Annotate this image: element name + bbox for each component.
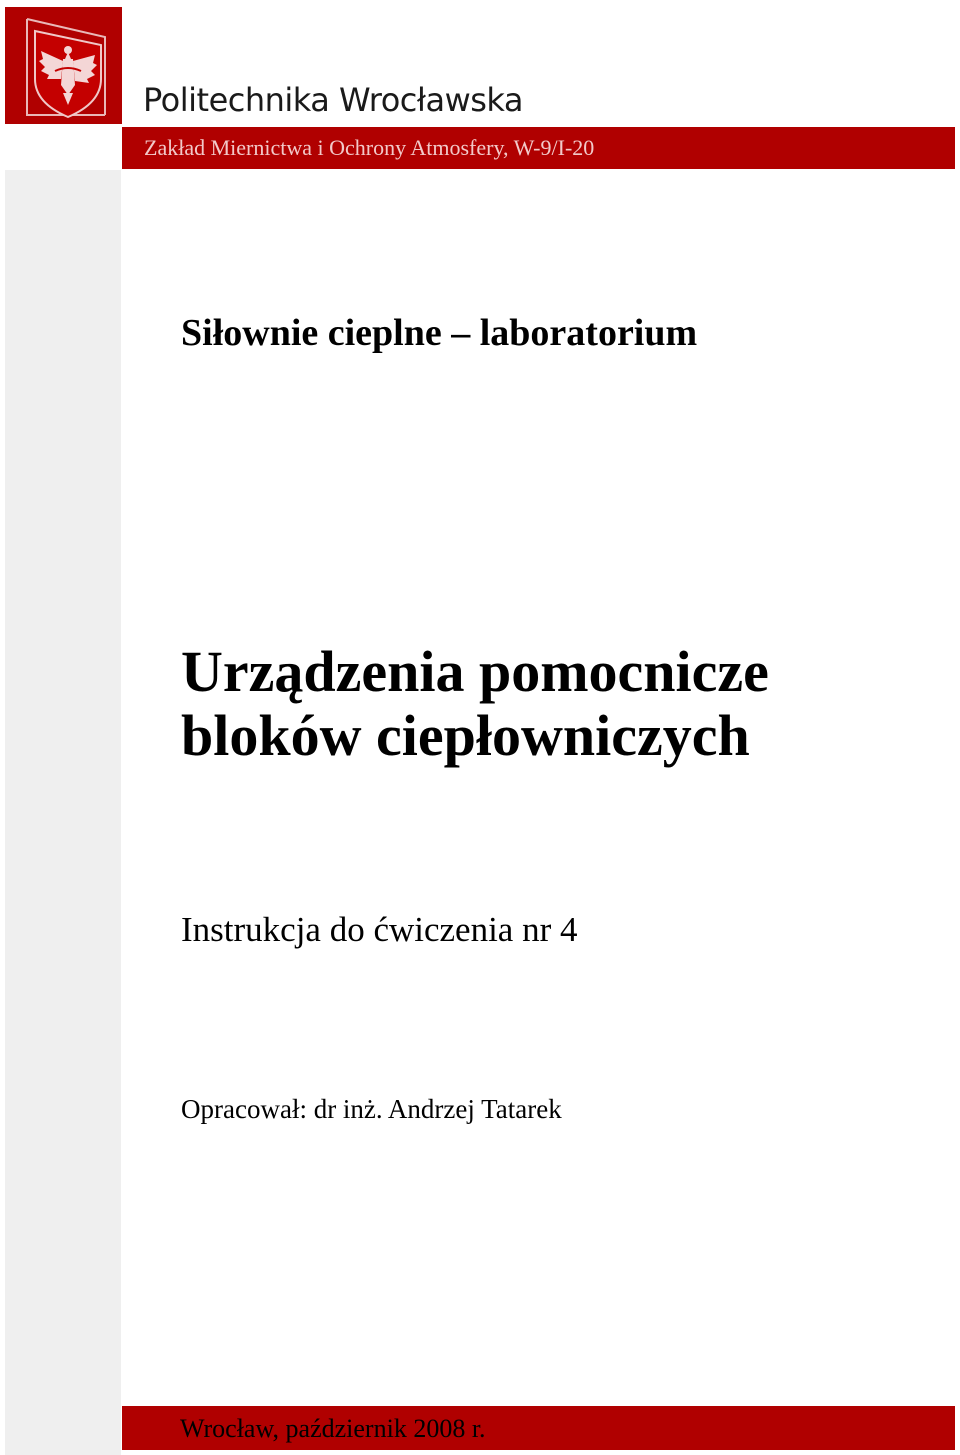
side-strip (5, 170, 121, 1455)
footer-place-date: Wrocław, październik 2008 r. (180, 1414, 486, 1443)
university-logo (5, 7, 122, 124)
footer-band (122, 1406, 955, 1450)
department-name: Zakład Miernictwa i Ochrony Atmosfery, W-9/I-20 (144, 135, 595, 160)
eagle-crest-icon (5, 7, 122, 124)
main-title (181, 640, 769, 768)
course-title: Siłownie cieplne – laboratorium (181, 312, 698, 354)
main-title-line-1: Urządzenia pomocnicze (181, 639, 769, 704)
author-line: Opracował: dr inż. Andrzej Tatarek (181, 1094, 562, 1124)
instruction-subtitle: Instrukcja do ćwiczenia nr 4 (181, 910, 578, 949)
main-title-line-2: bloków ciepłowniczych (181, 703, 750, 768)
university-name: Politechnika Wrocławska (143, 81, 523, 119)
department-band (122, 127, 955, 169)
